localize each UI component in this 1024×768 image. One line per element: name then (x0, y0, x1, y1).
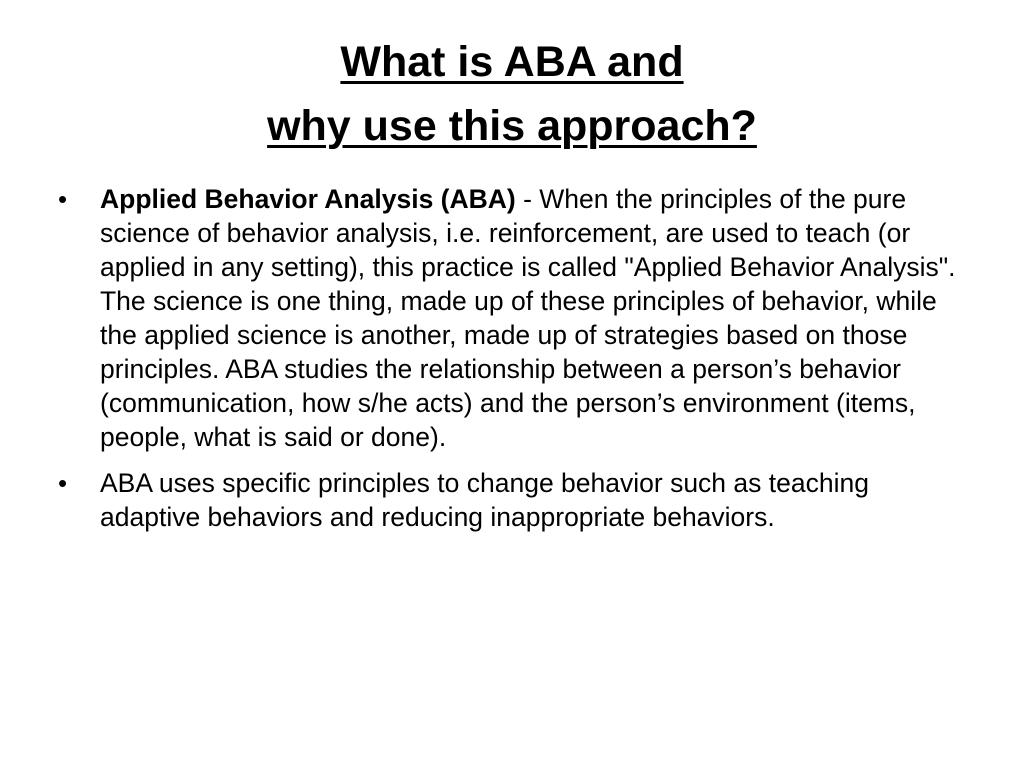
bullet-text (100, 182, 968, 454)
bullet-text: ABA uses specific principles to change behavior such as teaching adaptive behaviors and reducing inappropriate behaviors. (100, 468, 869, 532)
bullet-body: - When the principles of the pure science of behavior analysis, i.e. reinforcement, are used to teach (or applied in any setting), this practice is called "Applied Behavior Analysis". The science is one thing, made up of these principles of behavior, while the applied science is another, made up of strategies based on those principles. ABA studies the relationship between a person’s behavior (communication, how s/he acts) and the person’s environment (items, people, what is said or done). (100, 184, 956, 452)
title-line-2: why use this approach? (267, 102, 757, 150)
bullet-term: Applied Behavior Analysis (ABA) (100, 184, 516, 214)
slide-content (58, 182, 968, 546)
bullet-icon: • (58, 184, 68, 214)
slide-title (0, 30, 1024, 158)
bullet-item-aba-principles (58, 466, 968, 534)
title-line-1: What is ABA and (340, 38, 684, 86)
bullet-icon: • (58, 468, 68, 498)
bullet-item-aba-definition (58, 182, 968, 454)
